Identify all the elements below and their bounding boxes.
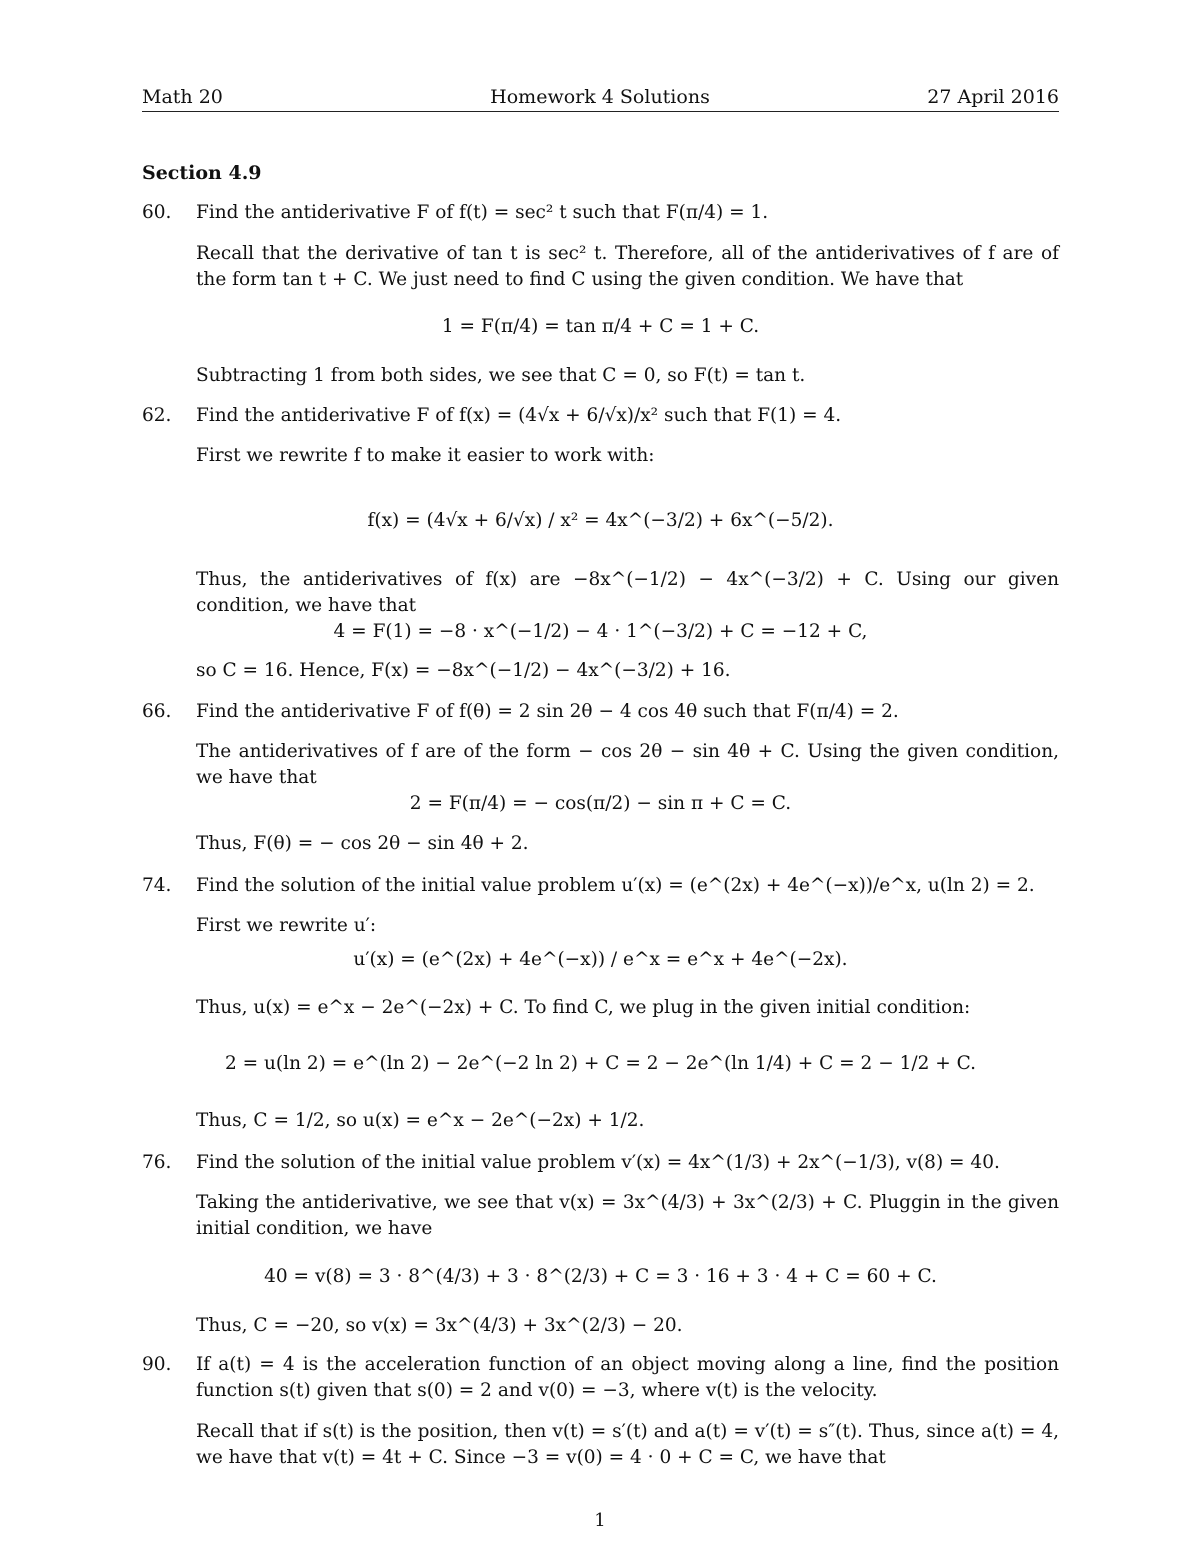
header-course: Math 20 (142, 86, 223, 108)
solution-text: Taking the antiderivative, we see that v(x) = 3x^(4/3) + 3x^(2/3) + C. Pluggin in the given initial condition, we have (196, 1192, 1059, 1239)
problem-statement: Find the antiderivative F of f(x) = (4√x + 6/√x)/x² such that F(1) = 4. (196, 405, 842, 426)
solution-text: Recall that the derivative of tan t is sec² t. Therefore, all of the antiderivatives of f are of the form tan t + C. We just need to find C using the given condition. We have that (196, 243, 1059, 290)
page-number: 1 (594, 1510, 606, 1531)
problem-statement: Find the antiderivative F of f(θ) = 2 sin 2θ − 4 cos 4θ such that F(π/4) = 2. (196, 701, 899, 722)
header-rule (142, 111, 1059, 112)
solution-text: First we rewrite f to make it easier to work with: (196, 445, 655, 466)
problem-number: 66. (142, 701, 172, 722)
problem-statement: If a(t) = 4 is the acceleration function of an object moving along a line, find the position function s(t) given that s(0) = 2 and v(0) = −3, where v(t) is the velocity. (196, 1354, 1059, 1401)
solution-text: Thus, the antiderivatives of f(x) are −8x^(−1/2) − 4x^(−3/2) + C. Using our given condition, we have that (196, 569, 1059, 616)
problem-statement: Find the solution of the initial value problem u′(x) = (e^(2x) + 4e^(−x))/e^x, u(ln 2) = 2. (196, 875, 1035, 896)
solution-text: Thus, u(x) = e^x − 2e^(−2x) + C. To find C, we plug in the given initial condition: (196, 997, 971, 1018)
problem-statement: Find the solution of the initial value problem v′(x) = 4x^(1/3) + 2x^(−1/3), v(8) = 40. (196, 1152, 1000, 1173)
section-title: Section 4.9 (142, 162, 262, 184)
equation: 4 = F(1) = −8 · x^(−1/2) − 4 · 1^(−3/2) + C = −12 + C, (333, 621, 868, 642)
header-date: 27 April 2016 (927, 86, 1059, 108)
solution-text: The antiderivatives of f are of the form − cos 2θ − sin 4θ + C. Using the given condition, we have that (196, 741, 1059, 788)
equation: 2 = F(π/4) = − cos(π/2) − sin π + C = C. (409, 793, 792, 814)
header-title: Homework 4 Solutions (490, 86, 710, 108)
equation: 1 = F(π/4) = tan π/4 + C = 1 + C. (441, 316, 760, 337)
solution-text: Thus, C = 1/2, so u(x) = e^x − 2e^(−2x) + 1/2. (196, 1110, 645, 1131)
equation: u′(x) = (e^(2x) + 4e^(−x)) / e^x = e^x + 4e^(−2x). (353, 949, 848, 970)
problem-number: 76. (142, 1152, 172, 1173)
solution-text: Subtracting 1 from both sides, we see that C = 0, so F(t) = tan t. (196, 365, 806, 386)
problem-number: 74. (142, 875, 172, 896)
equation: 2 = u(ln 2) = e^(ln 2) − 2e^(−2 ln 2) + C = 2 − 2e^(ln 1/4) + C = 2 − 1/2 + C. (224, 1053, 977, 1074)
solution-text: First we rewrite u′: (196, 915, 377, 936)
problem-number: 60. (142, 202, 172, 223)
problem-number: 62. (142, 405, 172, 426)
solution-text: Thus, F(θ) = − cos 2θ − sin 4θ + 2. (196, 833, 529, 854)
problem-number: 90. (142, 1354, 172, 1375)
solution-text: so C = 16. Hence, F(x) = −8x^(−1/2) − 4x^(−3/2) + 16. (196, 660, 731, 681)
solution-text: Thus, C = −20, so v(x) = 3x^(4/3) + 3x^(2/3) − 20. (196, 1315, 683, 1336)
solution-text: Recall that if s(t) is the position, then v(t) = s′(t) and a(t) = v′(t) = s″(t). Thus, since a(t) = 4, we have that v(t) = 4t + C. Since −3 = v(0) = 4 · 0 + C = C, we have that (196, 1421, 1059, 1468)
problem-statement: Find the antiderivative F of f(t) = sec² t such that F(π/4) = 1. (196, 202, 769, 223)
equation: f(x) = (4√x + 6/√x) / x² = 4x^(−3/2) + 6x^(−5/2). (367, 510, 834, 531)
equation: 40 = v(8) = 3 · 8^(4/3) + 3 · 8^(2/3) + C = 3 · 16 + 3 · 4 + C = 60 + C. (264, 1266, 937, 1287)
